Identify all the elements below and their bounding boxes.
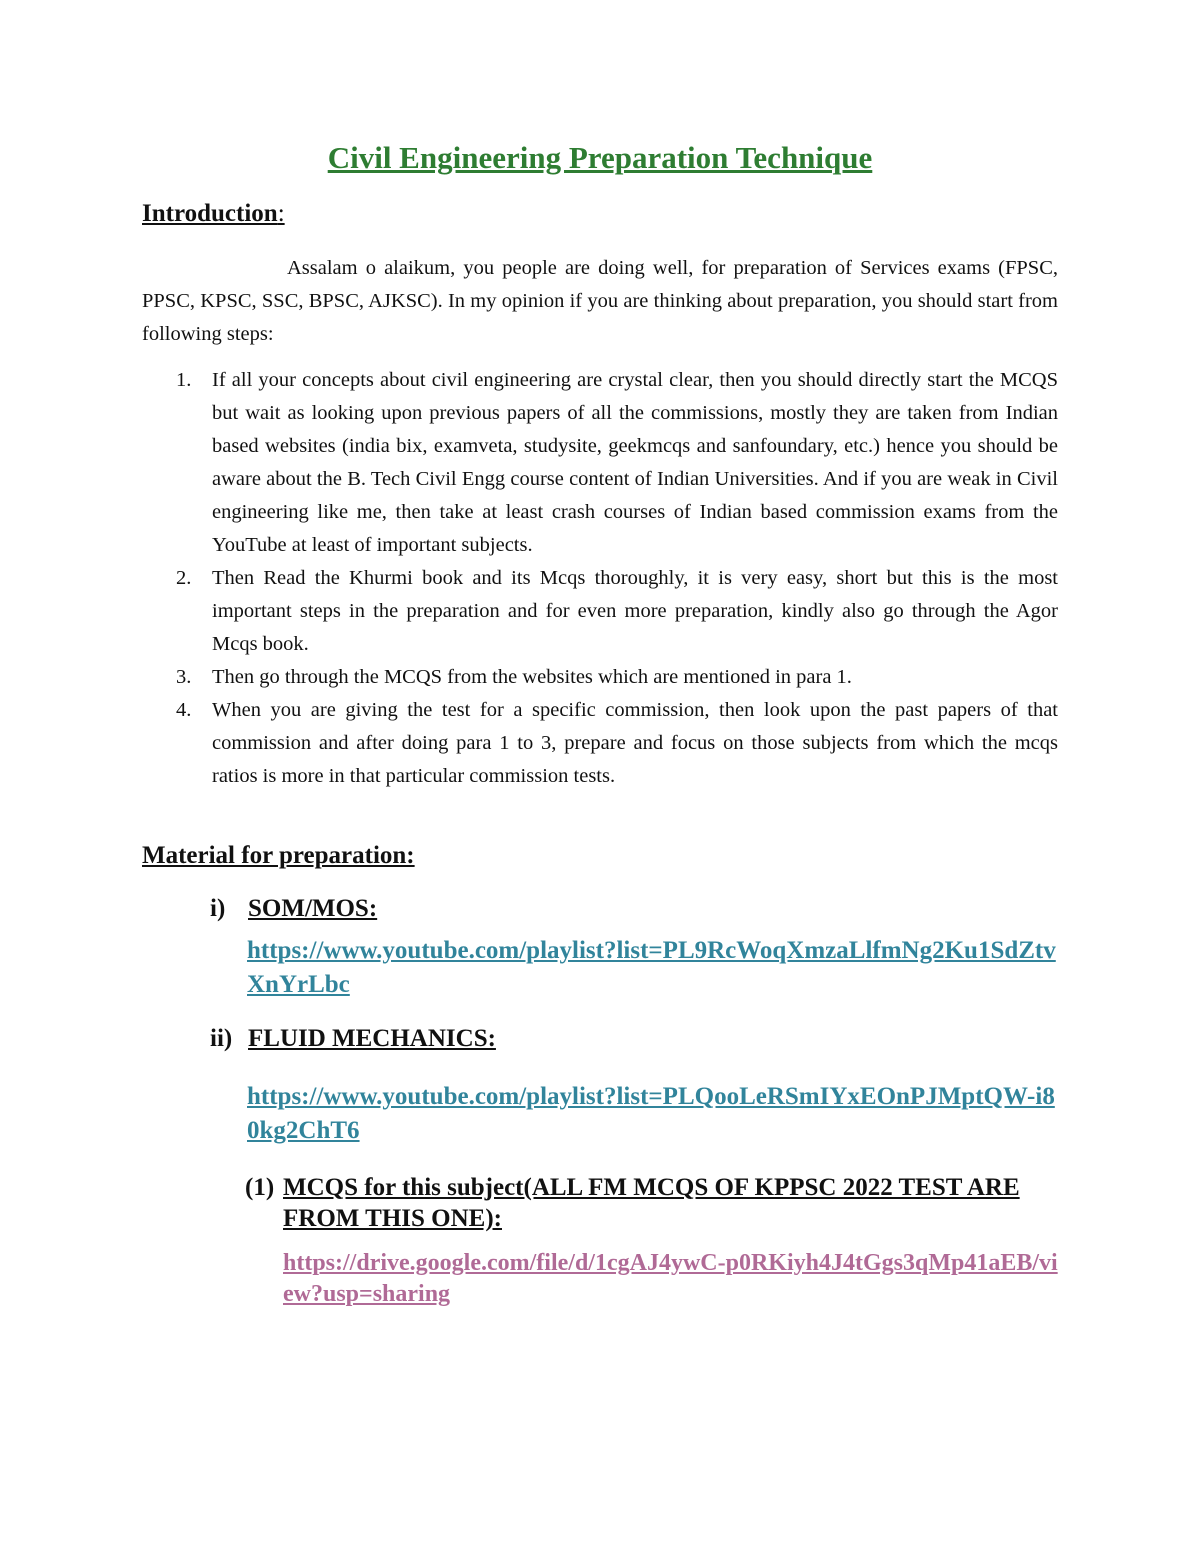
fluid-mechanics-playlist-link[interactable]: https://www.youtube.com/playlist?list=PLQooLeRSmIYxEOnPJMptQW-i80kg2ChT6: [247, 1083, 1055, 1144]
material-item-som-mos: [210, 895, 1070, 923]
list-item: [142, 562, 1058, 661]
document-title: Civil Engineering Preparation Technique: [327, 140, 873, 175]
introduction-heading: [142, 200, 285, 228]
material-item-numeral: ii): [210, 1025, 233, 1052]
material-item-label: SOM/MOS:: [248, 895, 378, 922]
material-item-label: FLUID MECHANICS:: [248, 1025, 496, 1052]
list-item: [142, 694, 1058, 793]
fm-mcqs-subitem: [245, 1172, 1065, 1234]
list-item-number: 4.: [176, 699, 192, 721]
list-item-number: 3.: [176, 666, 192, 688]
list-item-text: When you are giving the test for a specific commission, then look upon the past papers of that commission and after doing para 1 to 3, prepare and focus on those subjects from which the mcqs ratios is more in that particular commission tests.: [212, 699, 1058, 787]
list-item-text: Then Read the Khurmi book and its Mcqs thoroughly, it is very easy, short but this is the most important steps in the preparation and for even more preparation, kindly also go through the Agor Mcqs book.: [212, 567, 1058, 655]
list-item-text: Then go through the MCQS from the websites which are mentioned in para 1.: [212, 666, 852, 688]
list-item: [142, 364, 1058, 562]
introduction-heading-text: Introduction: [142, 200, 278, 227]
material-item-numeral: i): [210, 895, 226, 922]
introduction-heading-colon: :: [277, 200, 285, 227]
list-item-number: 2.: [176, 567, 192, 589]
som-mos-playlist-link[interactable]: https://www.youtube.com/playlist?list=PL9RcWoqXmzaLlfmNg2Ku1SdZtvXnYrLbc: [247, 937, 1056, 998]
material-heading: Material for preparation:: [142, 842, 415, 869]
list-item: [142, 661, 1058, 694]
subitem-number: (1): [245, 1174, 275, 1201]
fm-mcqs-drive-link[interactable]: https://drive.google.com/file/d/1cgAJ4ywC-p0RKiyh4J4tGgs3qMp41aEB/view?usp=sharing: [283, 1250, 1058, 1307]
preparation-steps-list: [142, 364, 1058, 793]
material-item-fluid-mechanics: [210, 1025, 1070, 1053]
subitem-text: MCQS for this subject(ALL FM MCQS OF KPPSC 2022 TEST ARE FROM THIS ONE):: [283, 1174, 1020, 1232]
list-item-text: If all your concepts about civil engineering are crystal clear, then you should directly start the MCQS but wait as looking upon previous papers of all the commissions, mostly they are taken from Indian based websites (india bix, examveta, studysite, geekmcqs and sanfoundary, etc.) hence you should be aware about the B. Tech Civil Engg course content of Indian Universities. And if you are weak in Civil engineering like me, then take at least crash courses of Indian based commission exams from the YouTube at least of important subjects.: [212, 369, 1058, 556]
list-item-number: 1.: [176, 369, 192, 391]
introduction-paragraph: Assalam o alaikum, you people are doing well, for preparation of Services exams (FPSC, PPSC, KPSC, SSC, BPSC, AJKSC). In my opinion if you are thinking about preparation, you should start from following steps:: [142, 257, 1058, 345]
